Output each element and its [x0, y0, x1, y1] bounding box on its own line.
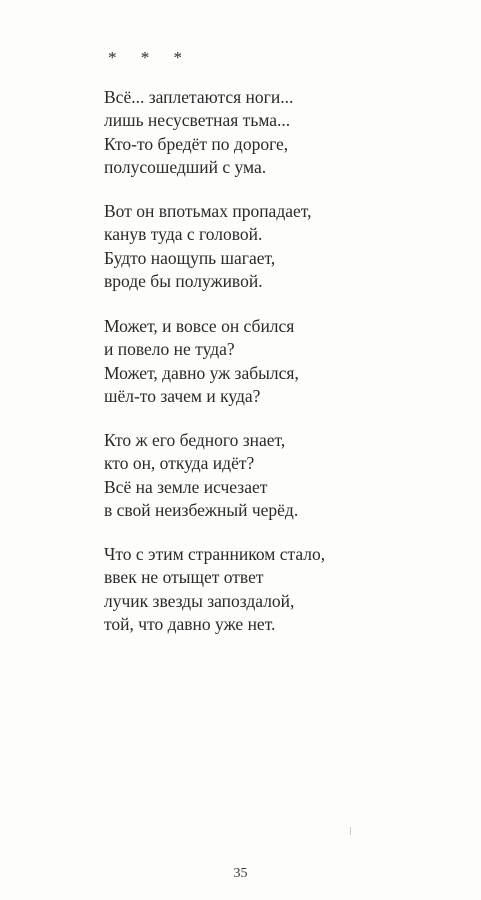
poem-line: Кто-то бредёт по дороге,: [104, 133, 289, 154]
poem-line: кто он, откуда идёт?: [104, 453, 255, 474]
poem-line: Всё... заплетаются ноги...: [104, 87, 294, 107]
poem-line: Что с этим странником стало,: [104, 544, 326, 564]
poem-line: канув туда с головой.: [104, 224, 263, 245]
poem-line: шёл-то зачем и куда?: [104, 385, 261, 406]
print-speck: [350, 827, 351, 835]
poem-line: вроде бы полуживой.: [104, 270, 263, 291]
poem-line: в свой неизбежный черёд.: [104, 499, 299, 520]
poem-line: лишь несусветная тьма...: [104, 110, 291, 131]
stanza-4: [104, 429, 298, 522]
poem-line: Может, давно уж забылся,: [104, 362, 299, 383]
page-number: 35: [233, 866, 248, 881]
stanza-2: [104, 200, 311, 293]
poem-line: ввек не отыщет ответ: [104, 567, 264, 588]
stanza-5: [104, 543, 325, 636]
poem-line: Кто ж его бедного знает,: [104, 430, 286, 450]
poem-line: Всё на земле исчезает: [104, 476, 268, 497]
poem-line: и повело не туда?: [104, 339, 235, 360]
poem-line: Вот он впотьмах пропадает,: [104, 201, 312, 221]
poem-line: Будто наощупь шагает,: [104, 247, 276, 268]
stanza-1: [104, 86, 293, 179]
poem-line: полусошедший с ума.: [104, 156, 267, 177]
poem-line: лучик звезды запоздалой,: [104, 590, 295, 611]
poem-line: Может, и вовсе он сбился: [104, 316, 295, 336]
stanza-3: [104, 315, 299, 408]
poem-line: той, что давно уже нет.: [104, 613, 276, 634]
section-separator: * * *: [108, 48, 192, 67]
